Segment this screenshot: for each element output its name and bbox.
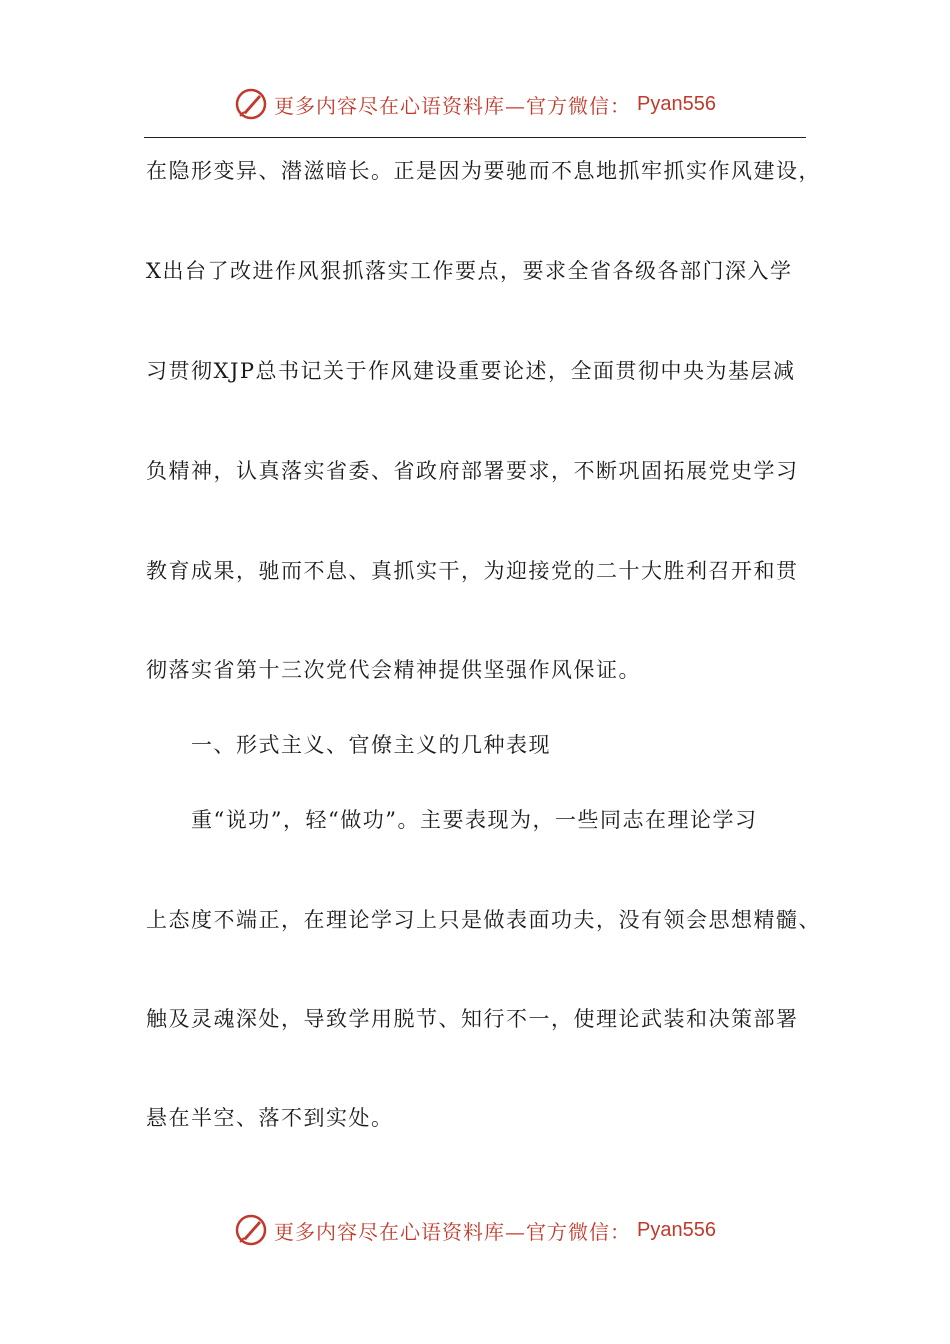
body-line: 负精神，认真落实省委、省政府部署要求，不断巩固拓展党史学习 (146, 459, 799, 483)
body-line: 重“说功”，轻“做功”。主要表现为，一些同志在理论学习 (191, 808, 758, 832)
body-line: X出台了改进作风狠抓落实工作要点，要求全省各级各部门深入学 (146, 259, 793, 283)
body-line: 悬在半空、落不到实处。 (146, 1106, 394, 1130)
banner-wechat-id: Pyan556 (637, 92, 716, 115)
body-line: 习贯彻XJP总书记关于作风建设重要论述，全面贯彻中央为基层减 (146, 359, 796, 383)
body-line: 在隐形变异、潜滋暗长。正是因为要驰而不息地抓牢抓实作风建设， (146, 159, 821, 183)
banner-text: 更多内容尽在心语资料库—官方微信： (274, 93, 632, 118)
banner-wechat-id: Pyan556 (637, 1218, 716, 1241)
header-banner (0, 84, 950, 124)
body-line: 彻落实省第十三次党代会精神提供坚强作风保证。 (146, 658, 641, 682)
section-heading: 一、形式主义、官僚主义的几种表现 (191, 733, 551, 757)
quill-logo-icon (234, 1213, 268, 1247)
footer-banner (0, 1210, 950, 1250)
quill-logo-icon (234, 87, 268, 121)
body-line: 教育成果，驰而不息、真抓实干，为迎接党的二十大胜利召开和贯 (146, 559, 799, 583)
body-line: 上态度不端正，在理论学习上只是做表面功夫，没有领会思想精髓、 (146, 908, 821, 932)
header-rule (144, 137, 806, 138)
body-line: 触及灵魂深处，导致学用脱节、知行不一，使理论武装和决策部署 (146, 1007, 799, 1031)
banner-text: 更多内容尽在心语资料库—官方微信： (274, 1219, 632, 1244)
